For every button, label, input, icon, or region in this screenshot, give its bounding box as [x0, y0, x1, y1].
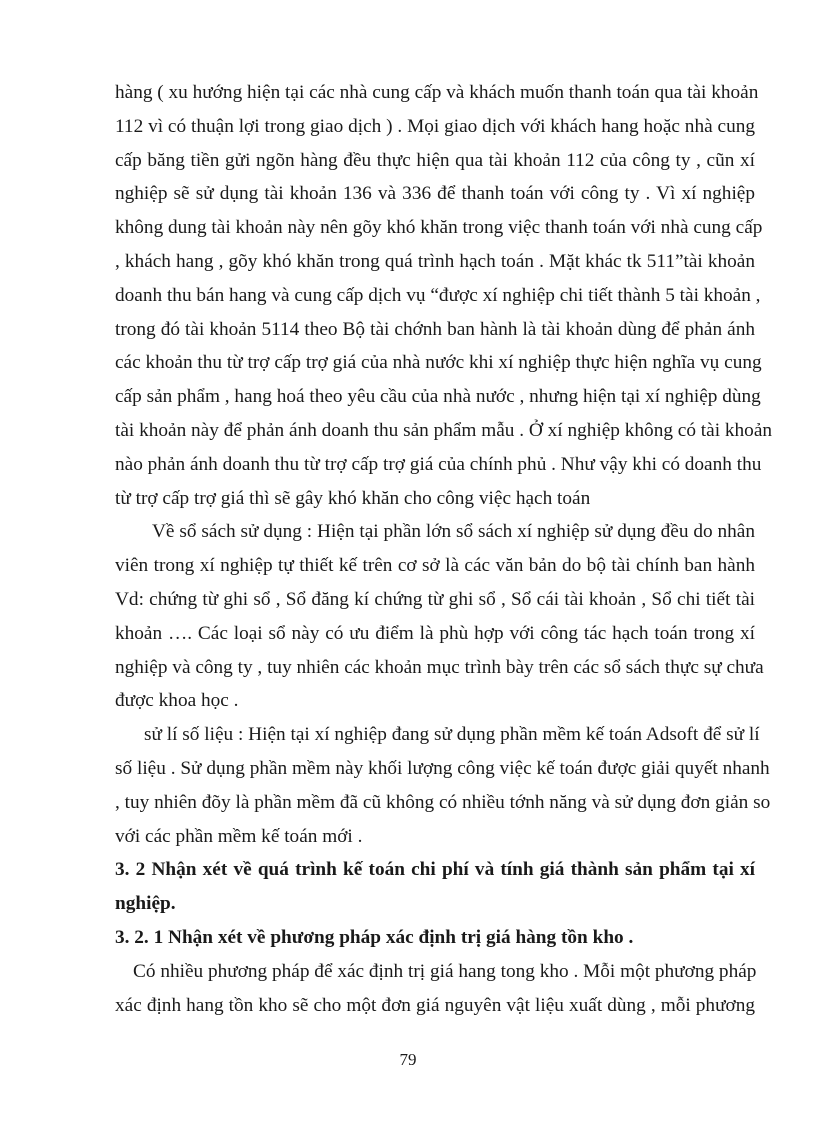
text-line: các khoản thu từ trợ cấp trợ giá của nhà nước khi xí nghiệp thực hiện nghĩa vụ cung — [115, 352, 762, 374]
heading-line: 3. 2. 1 Nhận xét về phương pháp xác định trị giá hàng tồn kho . — [115, 926, 634, 948]
text-line: nghiệp và công ty , tuy nhiên các khoản mục trình bày trên các sổ sách thực sự chưa — [115, 656, 764, 678]
text-line: nghiệp sẽ sử dụng tài khoản 136 và 336 để thanh toán với công ty . Vì xí nghiệp — [115, 183, 755, 205]
paragraph-inventory-methods — [115, 955, 755, 1023]
text-line: cấp sản phẩm , hang hoá theo yêu cầu của nhà nước , nhưng hiện tại xí nghiệp dùng — [115, 386, 761, 408]
text-line: số liệu . Sử dụng phần mềm này khối lượng công việc kế toán được giải quyết nhanh — [115, 757, 770, 779]
heading-line: 3. 2 Nhận xét về quá trình kế toán chi phí và tính giá thành sản phẩm tại xí — [115, 859, 755, 881]
text-line: Về sổ sách sử dụng : Hiện tại phần lớn sổ sách xí nghiệp sử dụng đều do nhân — [152, 521, 755, 543]
heading-line: nghiệp. — [115, 893, 176, 915]
text-line: được khoa học . — [115, 690, 239, 712]
text-line: tài khoản này để phản ánh doanh thu sản phẩm mẫu . Ở xí nghiệp không có tài khoản — [115, 419, 773, 441]
text-line: 112 vì có thuận lợi trong giao dịch ) . Mọi giao dịch với khách hang hoặc nhà cung — [115, 115, 755, 137]
text-line: , tuy nhiên đõy là phần mềm đã cũ không có nhiều tớnh năng và sử dụng đơn giản so — [115, 791, 771, 813]
text-line: nào phản ánh doanh thu từ trợ cấp trợ giá của chính phủ . Như vậy khi có doanh thu — [115, 453, 762, 475]
page-body — [115, 76, 773, 1022]
text-line: hàng ( xu hướng hiện tại các nhà cung cấp và khách muốn thanh toán qua tài khoản — [115, 82, 759, 103]
page-number: 79 — [399, 1050, 417, 1069]
text-line: doanh thu bán hang và cung cấp dịch vụ “được xí nghiệp chi tiết thành 5 tài khoản , — [115, 284, 761, 306]
text-line: Có nhiều phương pháp để xác định trị giá hang tong kho . Mỗi một phương pháp — [133, 960, 757, 982]
paragraph-payment-accounts — [115, 76, 773, 515]
section-heading-3-2 — [115, 853, 755, 921]
text-line: khoản …. Các loại sổ này có ưu điểm là phù hợp với công tác hạch toán trong xí — [115, 622, 755, 644]
paragraph-data-processing — [115, 718, 771, 853]
text-line: từ trợ cấp trợ giá thì sẽ gây khó khăn cho công việc hạch toán — [115, 487, 591, 509]
text-line: viên trong xí nghiệp tự thiết kế trên cơ sở là các văn bản do bộ tài chính ban hành — [115, 555, 755, 577]
subsection-heading-3-2-1 — [115, 921, 755, 955]
text-line: , khách hang , gõy khó khăn trong quá trình hạch toán . Mặt khác tk 511”tài khoản — [115, 250, 755, 272]
text-line: sử lí số liệu : Hiện tại xí nghiệp đang sử dụng phần mềm kế toán Adsoft để sử lí — [144, 724, 760, 746]
text-line: Vd: chứng từ ghi sổ , Sổ đăng kí chứng từ ghi sổ , Sổ cái tài khoản , Sổ chi tiết tài — [115, 588, 755, 610]
text-line: với các phần mềm kế toán mới . — [115, 825, 363, 847]
text-line: xác định hang tồn kho sẽ cho một đơn giá nguyên vật liệu xuất dùng , mỗi phương — [115, 994, 755, 1016]
text-line: không dung tài khoản này nên gõy khó khăn trong việc thanh toán với nhà cung cấp — [115, 217, 763, 239]
text-line: cấp băng tiền gửi ngõn hàng đều thực hiện qua tài khoản 112 của công ty , cũn xí — [115, 149, 755, 171]
paragraph-ledger-books — [115, 515, 764, 718]
text-line: trong đó tài khoản 5114 theo Bộ tài chớnh ban hành là tài khoản dùng để phản ánh — [115, 318, 755, 340]
